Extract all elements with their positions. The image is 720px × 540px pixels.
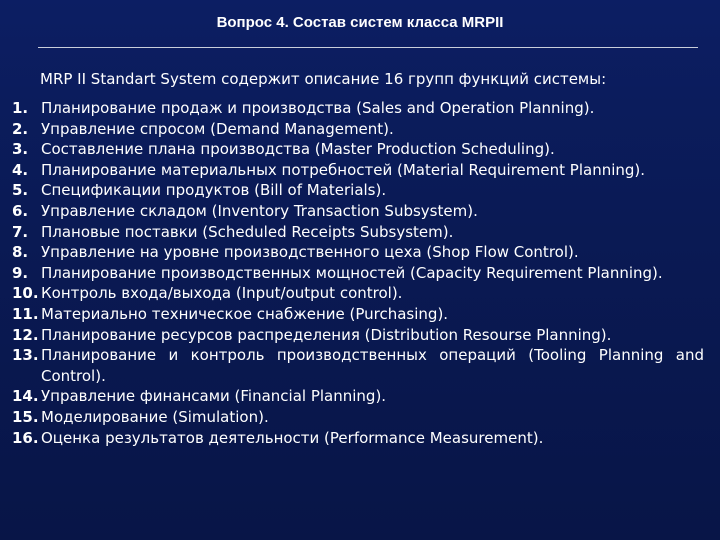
item-text: Планирование продаж и производства (Sales and Operation Planning). [41,99,595,117]
item-number: 11. [12,304,39,323]
item-text: Управление финансами (Financial Planning). [41,387,387,406]
item-text: Управление спросом (Demand Management). [41,119,394,138]
item-text: Оценка результатов деятельности (Performance Measurement). [41,428,544,447]
item-text: Материально техническое снабжение (Purchasing). [41,304,449,323]
list-item [12,98,704,119]
title-divider [38,47,698,48]
list-item [12,407,704,428]
item-number: 4. [12,160,29,179]
list-item [12,119,704,140]
item-number: 9. [12,263,29,282]
item-number: 10. [12,284,39,303]
item-text: Плановые поставки (Scheduled Receipts Subsystem). [41,222,454,241]
item-text: Планирование материальных потребностей (Material Requirement Planning). [41,160,646,179]
item-number: 6. [12,201,29,220]
item-text: Планирование ресурсов распределения (Distribution Resourse Planning). [41,325,612,344]
list-item [12,283,704,304]
item-text: Планирование производственных мощностей (Capacity Requirement Planning). [41,263,663,282]
list-item [12,386,704,407]
item-number: 13. [12,346,39,365]
item-number: 14. [12,387,39,406]
item-number: 7. [12,222,29,241]
list-item [12,242,704,263]
list-item [12,263,704,284]
list-item [12,201,704,222]
item-number: 2. [12,119,29,138]
slide-title: Вопрос 4. Состав систем класса MRPII [216,14,504,31]
list-item [12,325,704,346]
item-text: Составление плана производства (Master Production Scheduling). [41,140,555,159]
list-item [12,139,704,160]
item-number: 15. [12,407,39,426]
list-item [12,304,704,325]
item-text: Спецификации продуктов (Bill of Materials). [41,181,387,200]
item-number: 1. [12,99,29,117]
item-number: 5. [12,181,29,200]
item-text: Контроль входа/выхода (Input/output control). [41,284,403,303]
item-number: 12. [12,325,39,344]
item-number: 8. [12,243,29,262]
list-item [12,345,704,386]
function-list [12,98,704,448]
item-number: 16. [12,428,39,447]
list-item [12,180,704,201]
item-text: Моделирование (Simulation). [41,407,269,426]
list-item [12,222,704,243]
list-item [12,428,704,449]
item-text: Планирование и контроль производственных операций (Tooling Planning and Control). [41,346,704,385]
item-number: 3. [12,140,29,159]
item-text: Управление складом (Inventory Transaction Subsystem). [41,201,478,220]
list-item [12,160,704,181]
item-text: Управление на уровне производственного цеха (Shop Flow Control). [41,243,579,262]
intro-text: MRP II Standart System содержит описание 16 групп функций системы: [40,70,607,88]
